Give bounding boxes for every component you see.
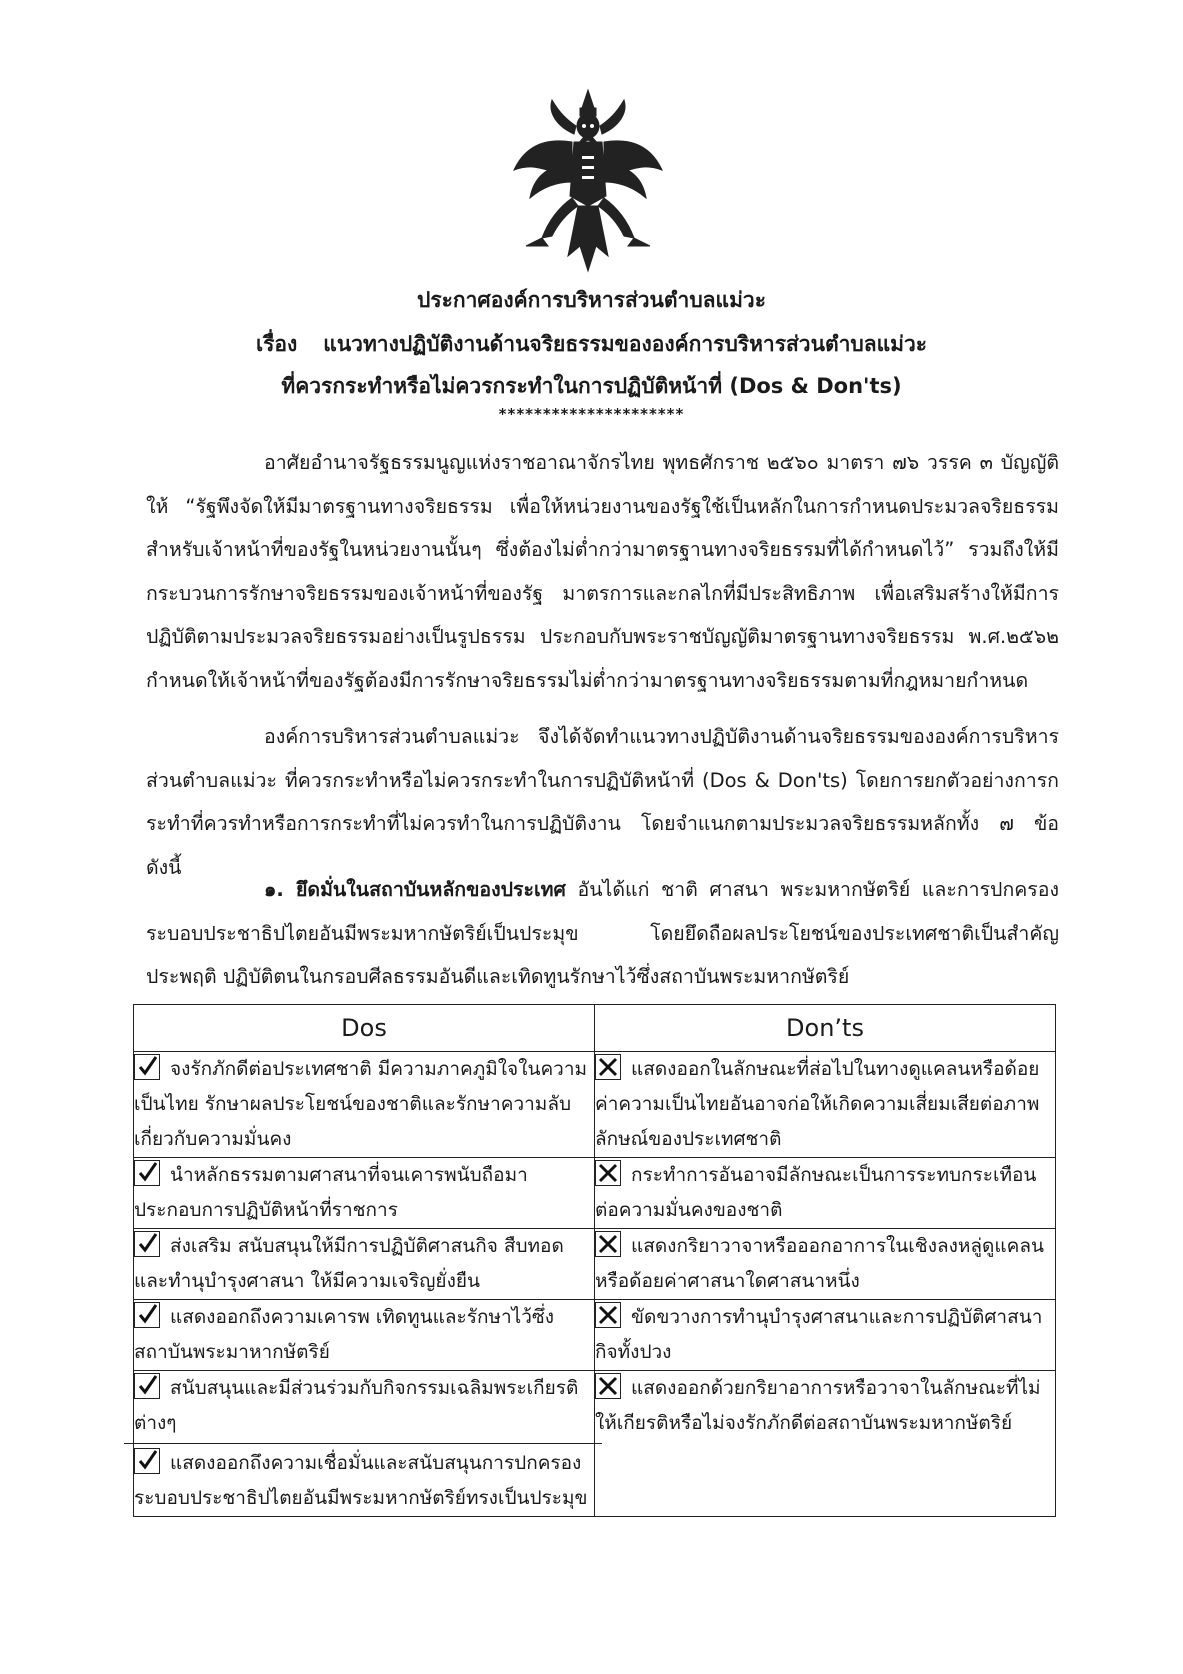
dos-item	[124, 1443, 602, 1516]
header-dos: Dos	[134, 1005, 595, 1052]
section-1-paragraph	[146, 868, 1059, 999]
dos-cell	[134, 1229, 595, 1300]
dos-donts-table	[133, 1004, 1056, 1517]
cross-box-icon	[595, 1302, 621, 1328]
donts-text: แสดงกริยาวาจาหรือออกอาการในเชิงลงหลู่ดูแคลน หรือด้อยค่าศาสนาใดศาสนาหนึ่ง	[595, 1235, 1044, 1292]
section-1-title: ๑. ยึดมั่นในสถาบันหลักของประเทศ	[264, 878, 566, 901]
section-1-text: อันได้แก่ ชาติ ศาสนา พระมหากษัตริย์ และการปกครองระบอบประชาธิปไตยอันมีพระมหากษัตริย์เป็นประมุข โดยยึดถือผลประโยชน์ของประเทศชาติเป็นสำคัญ ประพฤติ ปฏิบัติตนในกรอบศีลธรรมอันดีและเทิดทูนรักษาไว้ซึ่งสถาบันพระมหากษัตริย์	[146, 878, 1059, 988]
donts-cell	[595, 1158, 1056, 1229]
subject-text: แนวทางปฏิบัติงานด้านจริยธรรมขององค์การบริหารส่วนตำบลแม่วะ	[323, 332, 928, 356]
checkmark-icon	[134, 1054, 160, 1080]
dos-text: แสดงออกถึงความเคารพ เทิดทูนและรักษาไว้ซึ่ง สถาบันพระมาหากษัตริย์	[134, 1306, 555, 1363]
donts-cell	[595, 1300, 1056, 1371]
subject-label: เรื่อง	[255, 332, 298, 356]
dos-text: สนับสนุนและมีส่วนร่วมกับกิจกรรมเฉลิมพระเกียรติต่างๆ	[134, 1377, 579, 1434]
announcement-title: ประกาศองค์การบริหารส่วนตำบลแม่วะ	[417, 288, 766, 312]
checkmark-icon	[134, 1448, 160, 1474]
donts-cell	[595, 1371, 1056, 1517]
donts-cell	[595, 1229, 1056, 1300]
table-row	[134, 1229, 1056, 1300]
subject-line	[0, 328, 1183, 361]
table-row	[134, 1158, 1056, 1229]
dos-text: จงรักภักดีต่อประเทศชาติ มีความภาคภูมิใจในความเป็นไทย รักษาผลประโยชน์ของชาติและรักษาความลับเกี่ยวกับความมั่นคง	[134, 1058, 588, 1150]
table-row	[134, 1371, 1056, 1517]
cross-box-icon	[595, 1054, 621, 1080]
dos-text: ส่งเสริม สนับสนุนให้มีการปฏิบัติศาสนกิจ สืบทอด และทำนุบำรุงศาสนา ให้มีความเจริญยั่งยืน	[134, 1235, 564, 1292]
dos-cell	[134, 1300, 595, 1371]
checkmark-icon	[134, 1373, 160, 1399]
cross-box-icon	[595, 1160, 621, 1186]
dos-cell	[134, 1371, 595, 1517]
donts-text: กระทำการอันอาจมีลักษณะเป็นการระทบกระเทือน ต่อความมั่นคงของชาติ	[595, 1164, 1037, 1221]
cross-box-icon	[595, 1373, 621, 1399]
garuda-emblem-icon	[508, 86, 668, 276]
dos-text: แสดงออกถึงความเชื่อมั่นและสนับสนุนการปกครองระบอบประชาธิปไตยอันมีพระมหากษัตริย์ทรงเป็นประมุข	[134, 1452, 588, 1509]
dos-cell	[134, 1052, 595, 1158]
separator-line: *********************	[498, 405, 685, 423]
checkmark-icon	[134, 1231, 160, 1257]
subject-subtitle: ที่ควรกระทำหรือไม่ควรกระทำในการปฏิบัติหน้าที่ (Dos & Don'ts)	[281, 374, 902, 398]
donts-text: ขัดขวางการทำนุบำรุงศาสนาและการปฏิบัติศาสนากิจทั้งปวง	[595, 1306, 1043, 1363]
paragraph-intro: องค์การบริหารส่วนตำบลแม่วะ จึงได้จัดทำแนวทางปฏิบัติงานด้านจริยธรรมขององค์การบริหารส่วนตำบลแม่วะ ที่ควรกระทำหรือไม่ควรกระทำในการปฏิบัติหน้าที่ (Dos & Don'ts) โดยการยกตัวอย่างการกระทำที่ควรทำหรือการกระทำที่ไม่ควรทำในการปฏิบัติงาน โดยจำแนกตามประมวลจริยธรรมหลักทั้ง ๗ ข้อ ดังนี้	[146, 725, 1059, 879]
checkmark-icon	[134, 1302, 160, 1328]
header-donts: Don’ts	[595, 1005, 1056, 1052]
table-row	[134, 1300, 1056, 1371]
donts-cell	[595, 1052, 1056, 1158]
dos-cell	[134, 1158, 595, 1229]
cross-box-icon	[595, 1231, 621, 1257]
table-header-row	[134, 1005, 1056, 1052]
dos-item	[134, 1371, 594, 1441]
dos-text: นำหลักธรรมตามศาสนาที่จนเคารพนับถือมาประกอบการปฏิบัติหน้าที่ราชการ	[134, 1164, 528, 1221]
paragraph-preamble: อาศัยอำนาจรัฐธรรมนูญแห่งราชอาณาจักรไทย พุทธศักราช ๒๕๖๐ มาตรา ๗๖ วรรค ๓ บัญญัติให้ “รัฐพึงจัดให้มีมาตรฐานทางจริยธรรม เพื่อให้หน่วยงานของรัฐใช้เป็นหลักในการกำหนดประมวลจริยธรรมสำหรับเจ้าหน้าที่ของรัฐในหน่วยงานนั้นๆ ซึ่งต้องไม่ต่ำกว่ามาตรฐานทางจริยธรรมที่ได้กำหนดไว้” รวมถึงให้มีกระบวนการรักษาจริยธรรมของเจ้าหน้าที่ของรัฐ มาตรการและกลไกที่มีประสิทธิภาพ เพื่อเสริมสร้างให้มีการปฏิบัติตามประมวลจริยธรรมอย่างเป็นรูปธรรม ประกอบกับพระราชบัญญัติมาตรฐานทางจริยธรรม พ.ศ.๒๕๖๒ กำหนดให้เจ้าหน้าที่ของรัฐต้องมีการรักษาจริยธรรมไม่ต่ำกว่ามาตรฐานทางจริยธรรมตามที่กฎหมายกำหนด	[146, 451, 1059, 692]
checkmark-icon	[134, 1160, 160, 1186]
table-row	[134, 1052, 1056, 1158]
donts-text: แสดงออกในลักษณะที่ส่อไปในทางดูแคลนหรือด้อยค่าความเป็นไทยอันอาจก่อให้เกิดความเสี่ยมเสียต่อภาพลักษณ์ของประเทศชาติ	[595, 1058, 1040, 1150]
donts-text: แสดงออกด้วยกริยาอาการหรือวาจาในลักษณะที่ไม่ให้เกียรติหรือไม่จงรักภักดีต่อสถาบันพระมหากษัตริย์	[595, 1377, 1041, 1434]
